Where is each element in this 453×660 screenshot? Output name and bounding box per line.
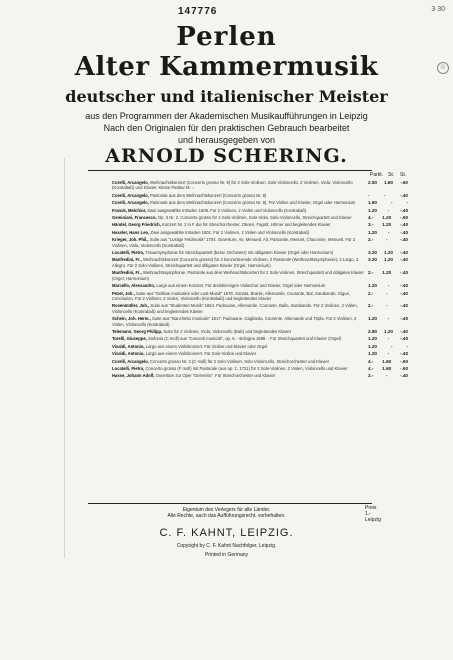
price-single-part: -.40 (400, 336, 408, 342)
price-parts: - (385, 373, 388, 379)
price-score: 1.20 (368, 336, 377, 342)
work-description: Concerto grosso (F moll) mit Pastorale (aus op. 1, 1721) für 2 Solo-Violinen, 2 Violen, Violoncello und Klavier (145, 365, 348, 371)
price-single-part: -.40 (400, 207, 408, 213)
composer-name: Telemann, Georg Philipp, (112, 328, 163, 334)
price-columns (368, 193, 408, 198)
composer-name: Manfredini, Fr., (112, 257, 142, 263)
work-description: Pastorale aus dem Weihnachtskonzert (Concerto grosso Nr. 8). Für Violine und Klavier, Orgel oder Harmonium (150, 200, 356, 206)
work-description: Largo aus einem Konzert. Für dreistimmigen Violinchor und Klavier, Orgel oder Harmonium (156, 283, 326, 289)
price-columns (368, 208, 408, 213)
catalog-entry (112, 270, 408, 281)
price-single-part: -.40 (400, 283, 408, 289)
catalog-entry (112, 336, 408, 341)
price-parts: - (385, 303, 388, 309)
price-parts: - (387, 351, 390, 357)
work-description: Weihnachtssymphonie. Pastorale aus dem Weihnachtskonzert für 2 Solo-Violinen, Streichquartett und obligates Klavier (Orgel, Harmonium) (112, 270, 364, 281)
price-parts: 1.20 (382, 270, 392, 276)
catalog-entry (112, 237, 408, 248)
work-description: Suite aus "Studenten-Musik" 1654. Padouane, Allemande, Courante, Ballo, Sarabande. Für 2 Violinen, 2 Violen, Violoncello (Kontrabaß) und begleitendes Klavier (112, 303, 358, 314)
composer-name: Rosenmüller, Joh., (112, 303, 150, 309)
catalog-list (112, 180, 408, 381)
price-parts: - (387, 316, 390, 322)
composer-name: Hassler, Hans Leo, (112, 229, 150, 235)
work-description: Pastorale aus dem Weihnachtskonzert (Concerto grosso Nr. 8) (150, 192, 267, 198)
price-columns (368, 351, 408, 356)
work-description: Zwei ausgewählte Intraden 1608. Für 2 Violinen, 2 Violen und Violoncello (Kontrabaß) (147, 207, 307, 213)
work-description: Largo aus einem Violinkonzert. Für Violine und Klavier oder Orgel (145, 343, 268, 349)
subtitle-line-2: Nach den Originalen für den praktischen Gebrauch bearbeitet (103, 123, 350, 133)
price-parts: - (387, 207, 390, 213)
price-single-part: -.40 (400, 270, 408, 276)
catalog-entry (112, 303, 408, 314)
price-columns (368, 270, 408, 275)
catalog-entry (112, 257, 408, 268)
price-score: 1.20 (368, 343, 377, 349)
price-columns (368, 329, 408, 334)
copyright-note: Copyright by C. F. Kahnt Nachfolger, Leipzig. (176, 543, 277, 549)
ownership-note: Eigentum des Verlegers für alle Länder. (182, 507, 271, 513)
work-description: Sinfonia (C moll) aus "Concerti musicali", op. 6. - Bologna 1698. - Für Streichquartett und Klavier (Orgel) (148, 336, 342, 342)
price-columns (368, 250, 408, 255)
work-description: Suite aus "Delitiae musicales oder Lust-Musik" 1678. Sonata, Branle, Allemande, Courante, Bal, Sarabande, Gigue, Conclusion. Für 2 Violinen, 2 Violen, Violoncello (Kontrabaß) und begleitendes Klavier (112, 290, 351, 301)
price-parts: - (387, 283, 390, 289)
catalog-entry (112, 193, 408, 198)
price-columns (368, 359, 408, 364)
composer-name: Corelli, Arcangelo, (112, 200, 149, 206)
side-note-line: 1.- (365, 511, 371, 517)
catalog-entry (112, 250, 408, 255)
catalog-entry (112, 291, 408, 302)
price-score: 4.- (368, 358, 374, 364)
work-description: Suite aus "Banchetto musicale" 1617. Padouane, Gagliarda, Courente, Allemande und Tripla. Für 2 Violinen, 2 Violen, Violoncello (Kontrabaß) (112, 316, 357, 327)
subtitle-line-3: und herausgegeben von (177, 135, 276, 145)
work-description: Op. 3 Nr. 2. Concerto grosso für 2 Solo-Violinen, Solo-Viola, Solo-Violoncello, Streichquartett und Klavier (157, 215, 352, 221)
price-columns (368, 257, 408, 262)
price-score: 2.- (368, 270, 374, 276)
composer-name: Torelli, Giuseppe, (112, 336, 147, 342)
price-columns (368, 366, 408, 371)
price-score: 2.80 (368, 328, 377, 334)
price-columns (368, 180, 408, 185)
catalog-entry (112, 283, 408, 288)
composer-name: Vivaldi, Antonio, (112, 351, 145, 357)
work-description: Concerto grosso Nr. 3 (C moll) für 2 Solo-Violinen, Solo-Violoncello, Streichorchester und Klavier (150, 358, 330, 364)
title-line-2: Alter Kammermusik (74, 52, 379, 82)
work-description: Largo aus einem Violinkonzert. Für Solo-Violine und Klavier (145, 351, 257, 357)
work-description: Ouvertüre zur Oper "Demetrio". Für Streichorchester und Klavier (155, 373, 276, 379)
composer-name: Marcello, Alessandro, (112, 283, 156, 289)
price-score: 1.20 (368, 283, 377, 289)
price-parts: 1.60 (384, 180, 393, 185)
price-parts: - (384, 192, 386, 198)
price-score: 2.50 (368, 180, 377, 185)
price-single-part: - (406, 343, 408, 349)
composer-name: Krieger, Joh. Phil., (112, 237, 149, 243)
composer-name: Vivaldi, Antonio, (112, 343, 145, 349)
price-columns (368, 222, 408, 227)
catalog-entry (112, 180, 408, 191)
price-score: - (368, 192, 370, 198)
price-parts: - (390, 200, 393, 206)
composer-name: Schein, Joh. Herm., (112, 316, 151, 322)
price-parts: 1.20 (384, 257, 393, 263)
price-score: 1.20 (368, 207, 377, 213)
price-parts: 1.20 (382, 215, 392, 221)
price-single-part: -.60 (400, 358, 408, 364)
price-score: 1.20 (368, 316, 377, 322)
price-columns (368, 316, 408, 321)
side-price-note (365, 505, 381, 523)
work-description: Zwei ausgewählte Intraden 1601. Für 2 Violinen, 2 Violen und Violoncello (Kontrabaß) (150, 229, 310, 235)
price-single-part: -.40 (400, 237, 408, 243)
composer-name: Händel, Georg Friedrich, (112, 222, 161, 228)
catalog-entry (112, 208, 408, 213)
price-columns (368, 230, 408, 235)
price-columns (368, 237, 408, 242)
catalog-entry (112, 359, 408, 364)
composer-name: Geminiani, Francesco, (112, 215, 157, 221)
column-head-1: Partit. (370, 172, 384, 178)
corner-pencil-note: 3 30 (431, 6, 445, 13)
rights-note: Alle Rechte, auch das Aufführungsrecht, vorbehalten. (167, 513, 286, 519)
price-single-part: -.40 (400, 303, 408, 309)
price-score: 4.- (368, 215, 374, 221)
price-single-part: -.60 (400, 365, 408, 371)
price-score: 3.- (368, 373, 374, 379)
price-score: 1.60 (368, 200, 377, 206)
divider-top (88, 170, 372, 171)
price-score: 3.20 (368, 257, 377, 263)
price-columns (368, 303, 408, 308)
work-description: Konzert Nr. 2 in F dur für Streichorchester, Oboen, Fagott, Hörner und begleitendes Klavier (162, 222, 331, 228)
catalog-entry (112, 316, 408, 327)
composer-name: Corelli, Arcangelo, (112, 192, 149, 198)
price-single-part: -.60 (400, 180, 408, 185)
side-note-line: Leipzig (365, 517, 381, 523)
catalog-entry (112, 373, 408, 378)
price-single-part: -.40 (400, 222, 408, 228)
publisher-name: C. F. KAHNT, LEIPZIG. (159, 527, 294, 539)
price-parts: - (385, 237, 388, 243)
price-columns (368, 344, 408, 349)
price-score: 1.20 (368, 229, 377, 235)
catalog-entry (112, 200, 408, 205)
price-score: 3.20 (368, 250, 377, 256)
library-stamp-icon: ☉ (437, 62, 449, 74)
catalog-entry (112, 344, 408, 349)
price-single-part: -.40 (400, 229, 408, 235)
catalog-entry (112, 329, 408, 334)
title-line-3: deutscher und italienischer Meister (65, 87, 388, 106)
price-columns (368, 291, 408, 296)
price-columns (368, 200, 408, 205)
price-single-part: -.40 (400, 290, 408, 296)
work-description: Weihnachtskonzert (Concerto grosso) für 2 konzertierende Violinen, 2 Pastorale (Weihnachtssymphonie), 2 Largo, 3 Allegro. Für 2 Solo-Violinen, Streichquartett und obligates Klavier (Orgel, Harmonium) (112, 257, 359, 268)
price-single-part: -.60 (400, 215, 408, 221)
composer-name: Franck, Melchior, (112, 207, 147, 213)
catalog-entry (112, 351, 408, 356)
column-head-2: St. (388, 172, 395, 178)
work-description: Suite aus "Lustige Feldmusik" 1704. Ouverture, Air, Menuett, Air, Pastorale, Menuet, Chaconne, Menuett. Für 2 Violinen, Viola, Violoncello (Kontrabaß) (112, 237, 356, 248)
price-columns (368, 373, 408, 378)
price-single-part: -.40 (400, 351, 408, 357)
catalog-entry (112, 222, 408, 227)
editor-name: ARNOLD SCHERING. (105, 145, 348, 167)
price-parts: 1.20 (382, 222, 392, 228)
price-score: 1.20 (368, 351, 377, 357)
work-description: Trauersymphonie für Streichquartett (bezw. Orchester) mit obligatem Klavier (Orgel oder Harmonium) (145, 250, 334, 256)
price-score: 2.- (368, 237, 374, 243)
price-parts: - (385, 290, 388, 296)
subtitle-line-1: aus den Programmen der Akademischen Musikaufführungen in Leipzig (85, 111, 368, 121)
price-single-part: -.40 (400, 250, 408, 256)
catalog-entry (112, 230, 408, 235)
price-parts: - (387, 229, 390, 235)
price-score: 4.- (368, 365, 374, 371)
price-single-part: -.40 (400, 316, 408, 322)
price-parts: 1.60 (382, 365, 392, 371)
column-head-3: St. (400, 172, 407, 178)
composer-name: Manfredini, Fr., (112, 270, 142, 276)
work-description: Weihnachtskonzert (Concerto grosso Nr. 8) für 2 Solo-Violinen, Solo-Violoncello, 2 Violinen, Viola, Violoncello (Kontrabaß) und Klavier. Kleine Partitur M. -. (112, 180, 353, 191)
price-single-part: -.40 (400, 373, 408, 379)
composer-name: Locatelli, Pietro, (112, 365, 145, 371)
title-line-1: Perlen (176, 22, 277, 52)
composer-name: Corelli, Arcangelo, (112, 180, 149, 185)
divider-bottom (88, 503, 372, 504)
price-parts: - (387, 336, 390, 342)
price-parts: 1.60 (382, 358, 392, 364)
price-single-part: -.40 (400, 328, 408, 334)
composer-name: Locatelli, Pietro, (112, 250, 145, 256)
price-score: 2.- (368, 290, 374, 296)
price-score: 3.- (368, 222, 374, 228)
catalog-entry (112, 366, 408, 371)
composer-name: Corelli, Arcangelo, (112, 358, 149, 364)
price-single-part: -.40 (400, 257, 408, 263)
composer-name: Hasse, Johann Adolf, (112, 373, 155, 379)
price-columns (368, 215, 408, 220)
catalog-entry (112, 215, 408, 220)
price-columns (368, 336, 408, 341)
work-description: Suite für 2 Violinen, Viola, Violoncello (Baß) und begleitendes Klavier (163, 328, 292, 334)
scan-fold-line (64, 158, 65, 558)
price-parts: - (390, 343, 393, 349)
price-parts: 1.20 (384, 328, 393, 334)
price-parts: 1.20 (384, 250, 393, 256)
price-single-part: - (406, 200, 408, 206)
side-note-line: Preis (365, 505, 377, 511)
catalog-stamp: 147776 (178, 6, 218, 17)
price-single-part: -.40 (400, 192, 408, 198)
price-score: 2.- (368, 303, 374, 309)
composer-name: Pezel, Joh., (112, 290, 135, 296)
printed-in-note: Printed in Germany (204, 552, 249, 558)
price-columns (368, 283, 408, 288)
